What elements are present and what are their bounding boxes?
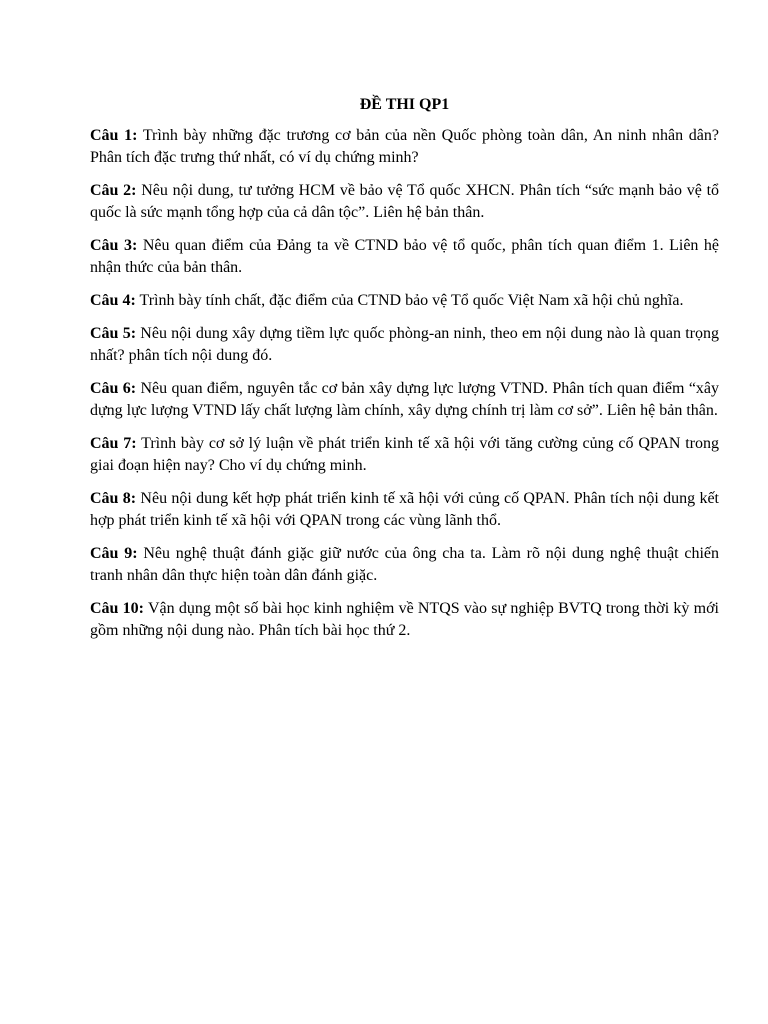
question-1: [90, 125, 719, 169]
question-9: [90, 543, 719, 587]
question-text: Trình bày tính chất, đặc điểm của CTND bảo vệ Tổ quốc Việt Nam xã hội chủ nghĩa.: [139, 292, 684, 309]
question-text: Nêu nghệ thuật đánh giặc giữ nước của ông cha ta. Làm rõ nội dung nghệ thuật chiến tranh nhân dân thực hiện toàn dân đánh giặc.: [90, 545, 720, 584]
question-text: Nêu nội dung, tư tưởng HCM về bảo vệ Tổ quốc XHCN. Phân tích “sức mạnh bảo vệ tổ quốc là sức mạnh tổng hợp của cả dân tộc”. Liên hệ bản thân.: [90, 182, 720, 221]
question-4: [90, 290, 719, 312]
question-text: Nêu nội dung xây dựng tiềm lực quốc phòng-an ninh, theo em nội dung nào là quan trọng nhất? phân tích nội dung đó.: [90, 325, 720, 364]
question-text: Nêu quan điểm của Đảng ta về CTND bảo vệ tổ quốc, phân tích quan điểm 1. Liên hệ nhận thức của bản thân.: [90, 237, 720, 276]
question-label: Câu 4:: [90, 292, 136, 309]
question-10: [90, 598, 719, 642]
question-label: Câu 1:: [90, 127, 138, 144]
question-label: Câu 8:: [90, 490, 137, 507]
question-label: Câu 7:: [90, 435, 137, 452]
question-text: Nêu nội dung kết hợp phát triển kinh tế xã hội với củng cố QPAN. Phân tích nội dung kết hợp phát triển kinh tế xã hội với QPAN trong các vùng lãnh thổ.: [90, 490, 720, 529]
question-text: Trình bày những đặc trương cơ bản của nền Quốc phòng toàn dân, An ninh nhân dân? Phân tích đặc trưng thứ nhất, có ví dụ chứng minh?: [90, 127, 720, 166]
question-label: Câu 2:: [90, 182, 137, 199]
question-3: [90, 235, 719, 279]
question-label: Câu 10:: [90, 600, 145, 617]
question-5: [90, 323, 719, 367]
document-page: [90, 95, 719, 653]
question-label: Câu 3:: [90, 237, 138, 254]
question-text: Trình bày cơ sở lý luận về phát triển kinh tế xã hội với tăng cường củng cố QPAN trong giai đoạn hiện nay? Cho ví dụ chứng minh.: [90, 435, 720, 474]
question-6: [90, 378, 719, 422]
question-label: Câu 6:: [90, 380, 137, 397]
page-title: ĐỀ THI QP1: [359, 96, 450, 113]
question-7: [90, 433, 719, 477]
question-label: Câu 9:: [90, 545, 138, 562]
question-2: [90, 180, 719, 224]
question-text: Vận dụng một số bài học kinh nghiệm về NTQS vào sự nghiệp BVTQ trong thời kỳ mới gồm những nội dung nào. Phân tích bài học thứ 2.: [90, 600, 720, 639]
question-label: Câu 5:: [90, 325, 137, 342]
question-8: [90, 488, 719, 532]
question-text: Nêu quan điểm, nguyên tắc cơ bản xây dựng lực lượng VTND. Phân tích quan điểm “xây dựng lực lượng VTND lấy chất lượng làm chính, xây dựng chính trị làm cơ sở”. Liên hệ bản thân.: [90, 380, 720, 419]
